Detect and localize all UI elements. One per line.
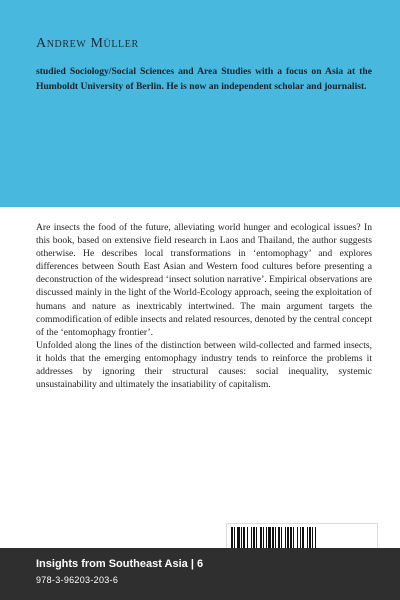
isbn-text: 978-3-96203-203-6 xyxy=(36,575,119,585)
blurb-paragraph-2: Unfolded along the lines of the distinction between wild-collected and farmed insects, it holds that the emerging entomophagy industry tends to reinforce the problems it addresses by ignoring their structural causes: social inequality, systemic unsustainability and ultimately the insatiability of capitalism. xyxy=(36,339,372,391)
series-band xyxy=(0,548,400,600)
book-blurb xyxy=(36,221,372,391)
author-panel xyxy=(0,0,400,207)
blurb-paragraph-1: Are insects the food of the future, alleviating world hunger and ecological issues? In this book, based on extensive field research in Laos and Thailand, the author suggests otherwise. He describes local transformations in ‘entomophagy’ and explores differences between South East Asian and Western food cultures before presenting a deconstruction of the widespread ‘insect solution narrative’. Empirical observations are discussed mainly in the light of the World-Ecology approach, seeing the exploitation of humans and nature as inextricably intertwined. The main argument targets the commodification of edible insects and related resources, denoted by the central concept of the ‘entomophagy frontier’. xyxy=(36,222,372,338)
author-bio: studied Sociology/Social Sciences and Area Studies with a focus on Asia at the Humboldt University of Berlin. He is now an independent scholar and journalist. xyxy=(36,66,372,92)
author-name: Andrew Müller xyxy=(36,36,139,51)
series-title: Insights from Southeast Asia | 6 xyxy=(36,558,204,570)
